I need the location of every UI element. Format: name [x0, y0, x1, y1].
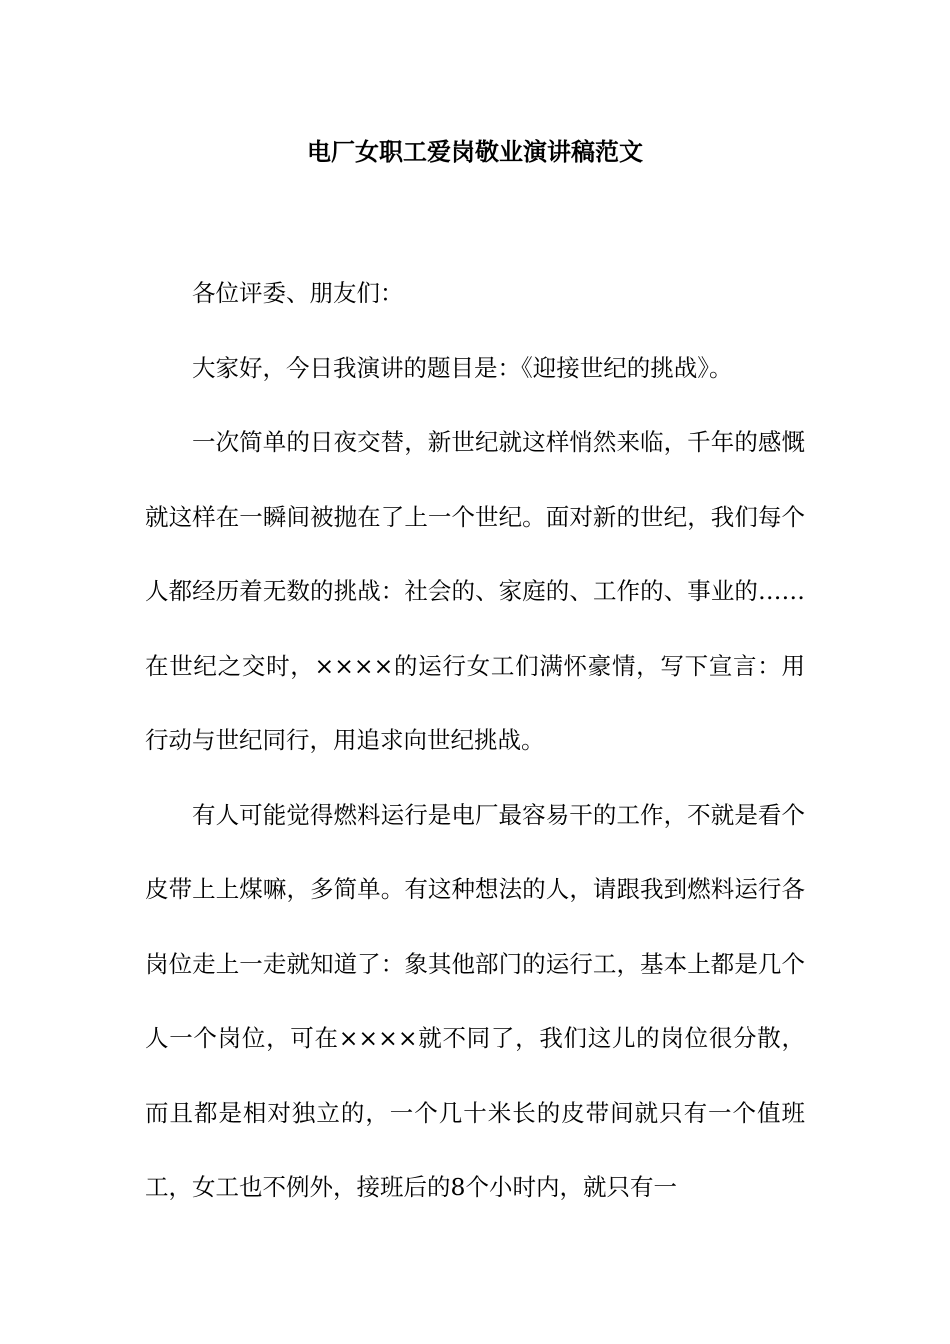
paragraph-greeting: 大家好，今日我演讲的题目是：《迎接世纪的挑战》。 [192, 353, 733, 382]
document-body [145, 256, 805, 1225]
paragraph-fuel-operation: 有人可能觉得燃料运行是电厂最容易干的工作，不就是看个皮带上上煤嘛，多简单。有这种想法的人，请跟我到燃料运行各岗位走上一走就知道了：象其他部门的运行工，基本上都是几个人一个岗位，可在××××就不同了，我们这儿的岗位很分散，而且都是相对独立的，一个几十米长的皮带间就只有一个值班工，女工也不例外，接班后的8个小时内，就只有一 [145, 800, 805, 1201]
page-title: 电厂女职工爱岗敬业演讲稿范文 [307, 137, 643, 166]
paragraph-new-century: 一次简单的日夜交替，新世纪就这样悄然来临，千年的感慨就这样在一瞬间被抛在了上一个世纪。面对新的世纪，我们每个人都经历着无数的挑战：社会的、家庭的、工作的、事业的……在世纪之交时，××××的运行女工们满怀豪情，写下宣言：用行动与世纪同行，用追求向世纪挑战。 [145, 428, 805, 754]
paragraph-salutation: 各位评委、朋友们： [192, 279, 404, 307]
